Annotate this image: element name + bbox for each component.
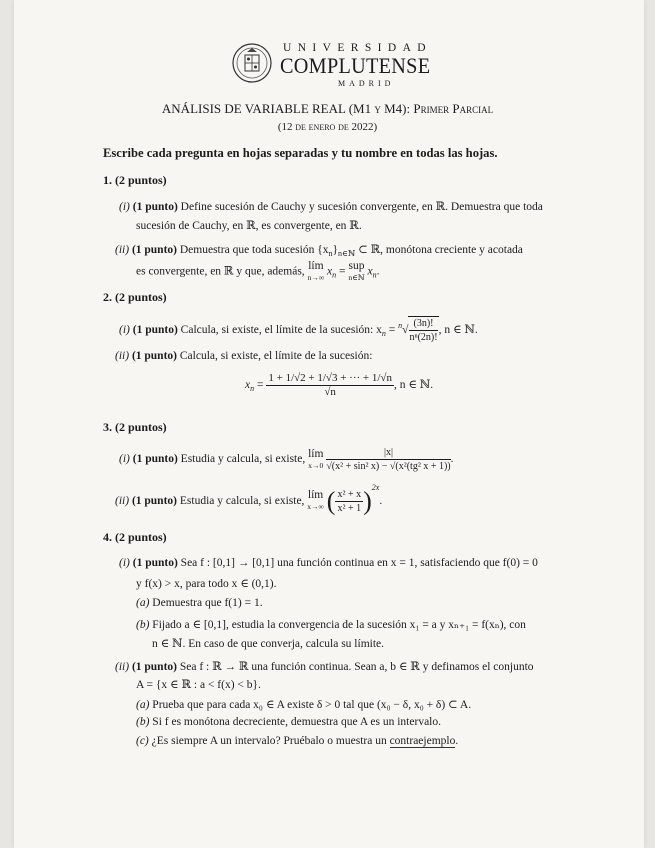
- q1-ii-line2: es convergente, en ℝ y que, además, lím n→∞ $x_n$ = sup n∈ℕ $x_n$.: [136, 260, 380, 282]
- instructions: Escribe cada pregunta en hojas separadas y tu nombre en todas las hojas.: [103, 146, 498, 160]
- question-2-heading: 2. (2 puntos): [103, 290, 167, 304]
- q4-ii-line2: A = {x ∈ ℝ : a < f(x) < b}.: [136, 679, 261, 691]
- q1-i-line1: (i) (1 punto) Define sucesión de Cauchy y sucesión convergente, en ℝ. Demuestra que toda: [119, 201, 543, 213]
- q1-i-line2: sucesión de Cauchy, en ℝ, es convergente, en ℝ.: [136, 220, 362, 232]
- q4-i-b-line1: (b) Fijado a ∈ [0,1], estudia la convergencia de la sucesión x₁ = a y xₙ₊₁ = f(xₙ), con: [136, 619, 526, 631]
- q2-ii-formula: $x_n$ = $\frac{1 + 1/√2 + 1/√3 + \cdot\cdot\cdot + 1/√n}{√n}$ , n ∈ ℕ.: [245, 372, 434, 398]
- question-3-heading: 3. (2 puntos): [103, 420, 167, 434]
- q4-i-line1: (i) (1 punto) Sea f : [0,1] → [0,1] una función continua en x = 1, satisfaciendo que f(0) = 0: [119, 557, 538, 569]
- q4-ii-line1: (ii) (1 punto) Sea f : ℝ → ℝ una función continua. Sean a, b ∈ ℝ y definamos el conjunto: [115, 661, 534, 673]
- question-1-heading: 1. (2 puntos): [103, 173, 167, 187]
- q2-ii-line: (ii) (1 punto) Calcula, si existe, el límite de la sucesión:: [115, 350, 373, 362]
- university-seal-icon: [231, 40, 273, 86]
- q4-ii-b: (b) Si f es monótona decreciente, demuestra que A es un intervalo.: [136, 716, 441, 728]
- university-name: COMPLUTENSE: [280, 53, 431, 78]
- q2-i-line: (i) (1 punto) Calcula, si existe, el límite de la sucesión: $x_n = ^n√$ $\frac{(3n)!}{\text{nⁿ(2n)!}}$ , n ∈ ℕ.: [119, 318, 478, 343]
- q1-ii-line1: (ii) (1 punto) Demuestra que toda sucesión $\{x_n\}_{n\in ℕ}$ ⊂ ℝ, monótona creciente y acotada: [115, 244, 523, 258]
- question-4-heading: 4. (2 puntos): [103, 530, 167, 544]
- q4-i-b-line2: n ∈ ℕ. En caso de que converja, calcula su límite.: [152, 638, 385, 650]
- q4-i-a: (a) Demuestra que f(1) = 1.: [136, 597, 263, 609]
- university-top-label: UNIVERSIDAD: [283, 42, 432, 54]
- q4-i-line2: y f(x) > x, para todo x ∈ (0,1).: [136, 578, 277, 590]
- university-city: MADRID: [338, 79, 395, 88]
- q3-ii-line: (ii) (1 punto) Estudia y calcula, si existe, lím x→∞ ( $\frac{\text{x² + x}}{\text{x² + 1}}$ )$^{2x}$.: [115, 483, 383, 516]
- q4-ii-a: (a) Prueba que para cada x₀ ∈ A existe δ > 0 tal que (x₀ − δ, x₀ + δ) ⊂ A.: [136, 699, 472, 711]
- q3-i-line: (i) (1 punto) Estudia y calcula, si existe, lím x→0 $\frac{|x|}{\text{√(x² + sin² x) − √(x²(tg² x + 1))}}$ .: [119, 447, 454, 472]
- exam-date: (12 de enero de 2022): [277, 121, 378, 133]
- exam-title: ANÁLISIS DE VARIABLE REAL (M1 y M4): Primer Parcial: [161, 101, 494, 116]
- q4-ii-c: (c) ¿Es siempre A un intervalo? Pruébalo o muestra un contraejemplo.: [136, 735, 459, 747]
